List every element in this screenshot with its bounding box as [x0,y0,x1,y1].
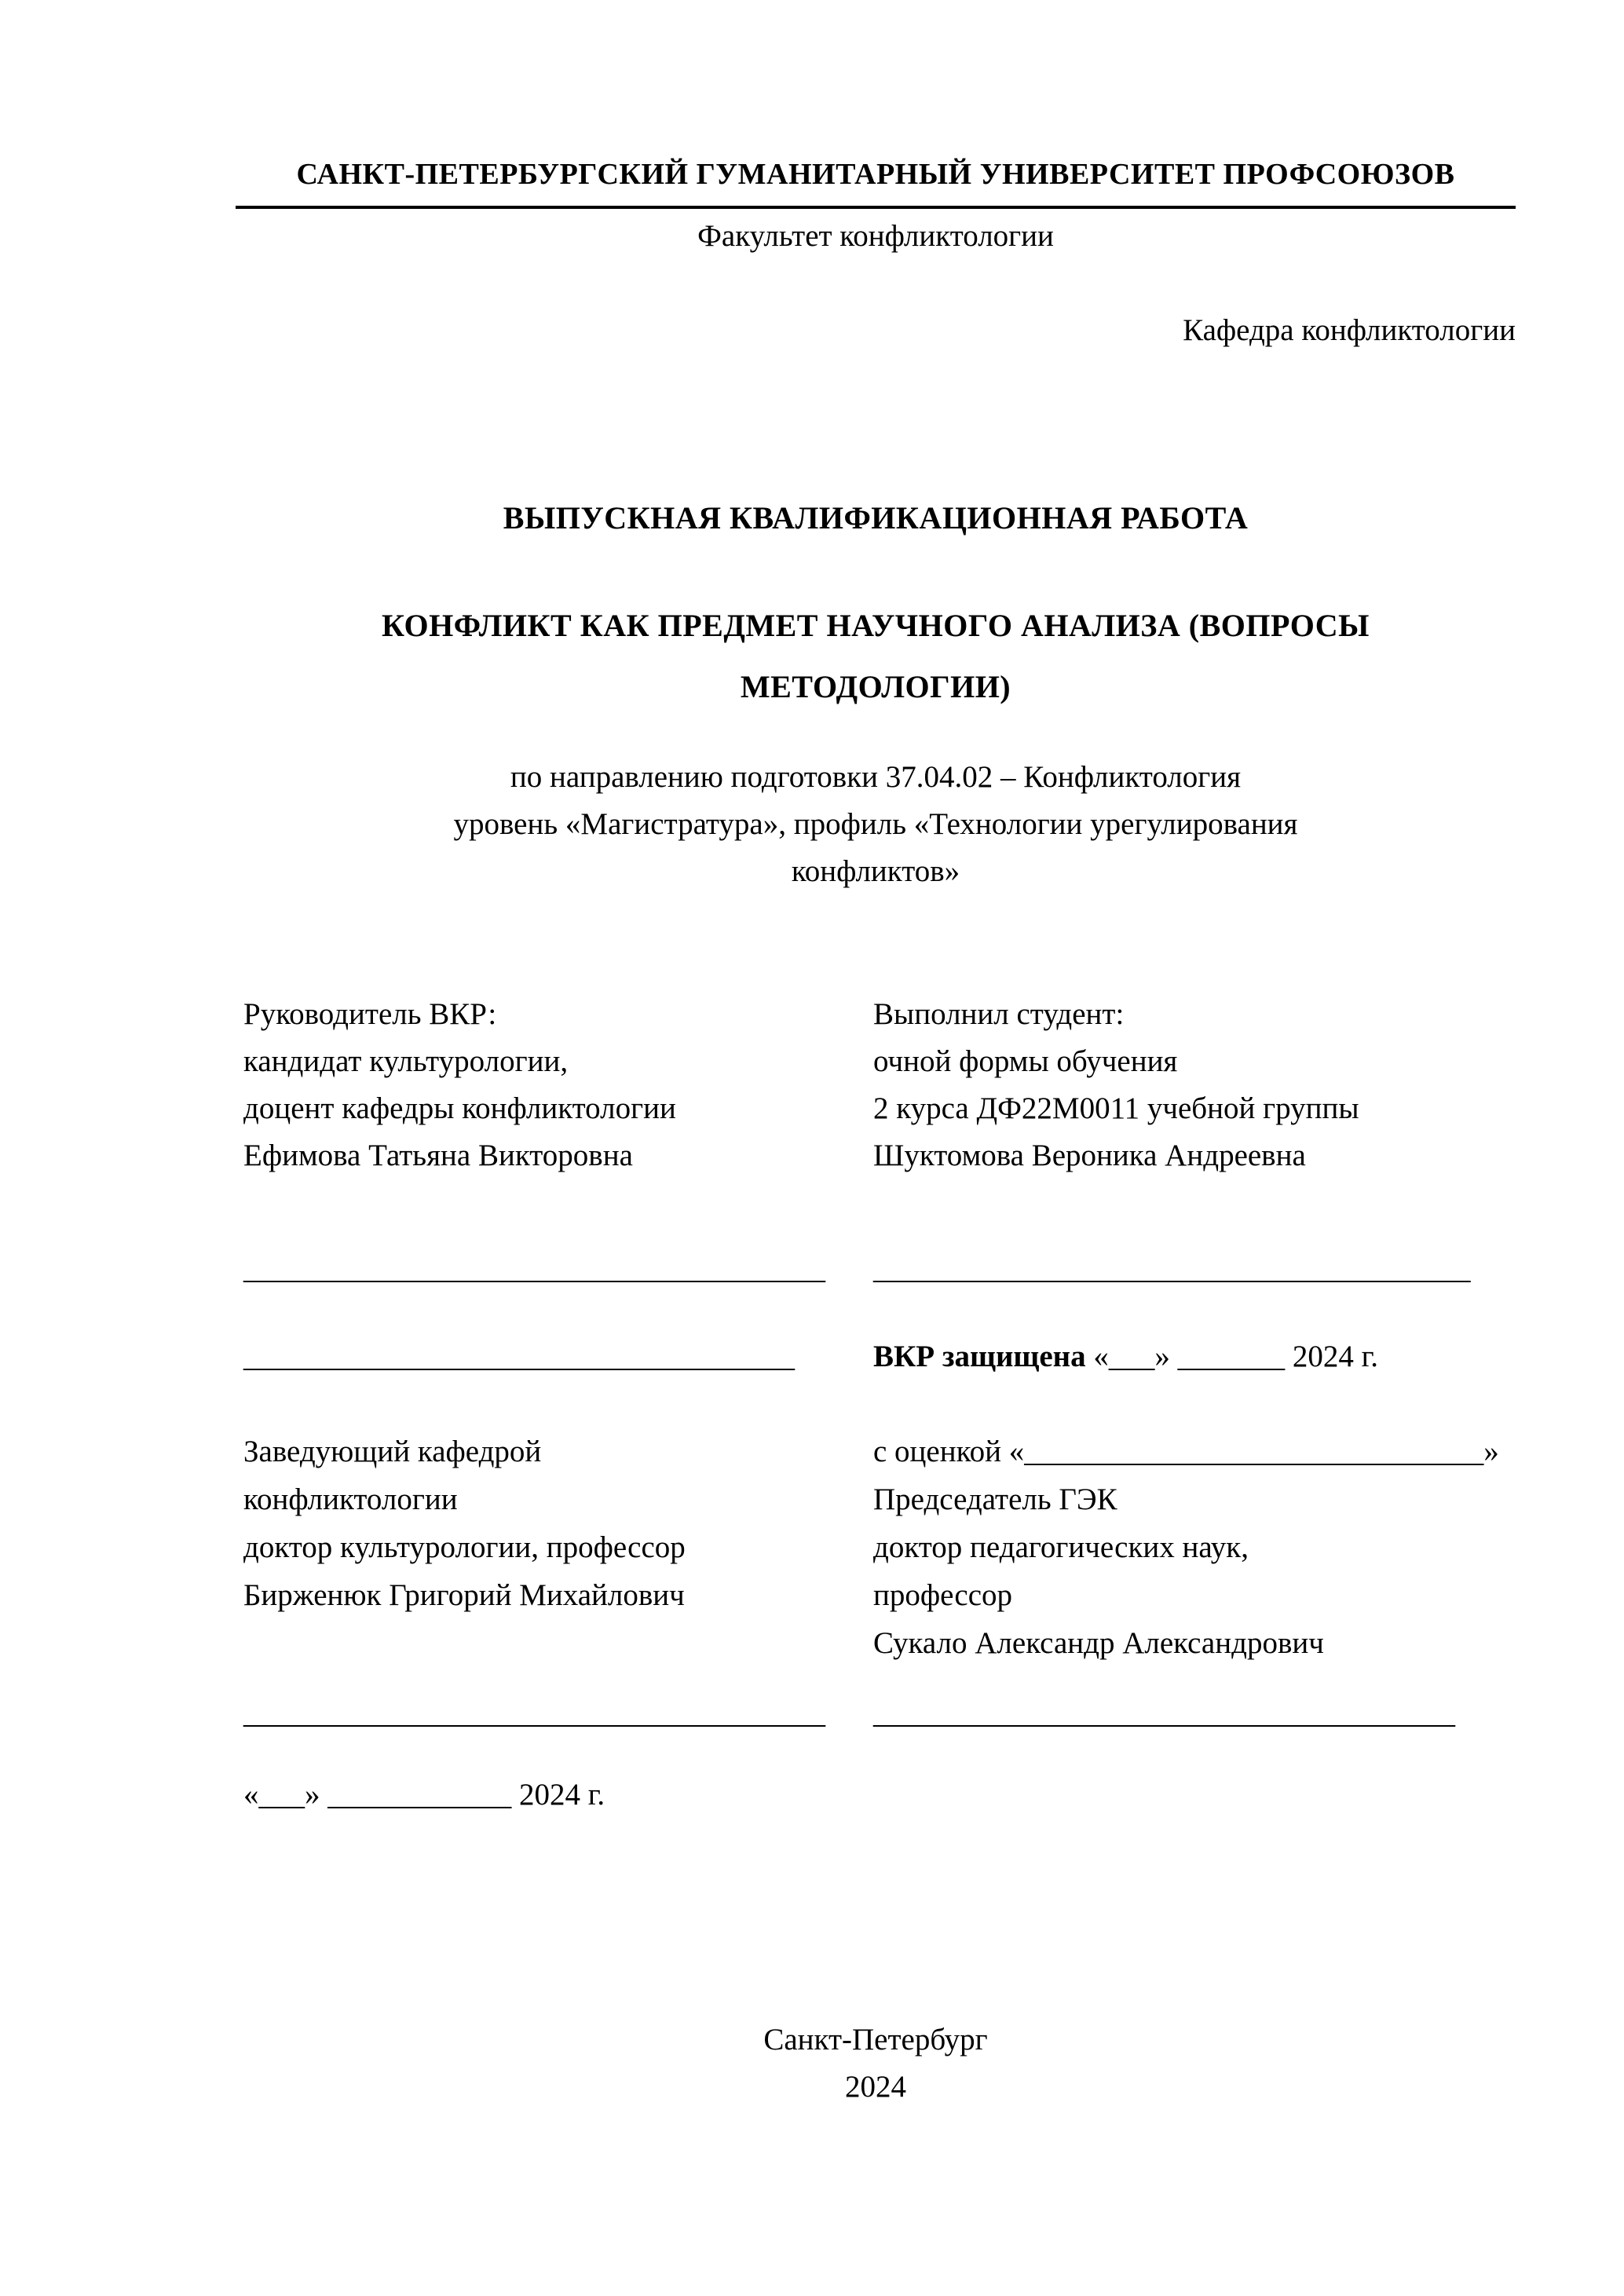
supervisor-signature-line: ______________________________________ [243,1252,825,1285]
department-head-position1: Заведующий кафедрой [243,1435,542,1468]
gek-chair-signature-line: ______________________________________ [873,1696,1455,1730]
footer-city: Санкт-Петербург [763,2023,988,2057]
gek-chair-position: Председатель ГЭК [873,1483,1117,1516]
program-info [236,754,1516,895]
thesis-title-line1: КОНФЛИКТ КАК ПРЕДМЕТ НАУЧНОГО АНАЛИЗА (ВОПРОСЫ [382,608,1370,643]
supervisor-label: Руководитель ВКР: [243,997,497,1031]
footer-block [236,2016,1516,2111]
supervisor-degree1: кандидат культурологии, [243,1044,569,1078]
defense-label-bold: ВКР защищена [873,1340,1086,1373]
student-info1: очной формы обучения [873,1044,1178,1078]
department-head-block [243,1428,856,1619]
thesis-title-line2: МЕТОДОЛОГИИ) [740,669,1011,704]
page-content [236,0,1516,2296]
gek-chair-block [873,1428,1521,1667]
thesis-title [236,595,1516,718]
program-level-line1: уровень «Магистратура», профиль «Технологии урегулирования [453,807,1298,841]
supervisor-degree2: доцент кафедры конфликтологии [243,1091,676,1125]
program-direction: по направлению подготовки 37.04.02 – Конфликтология [510,760,1242,794]
defense-label-rest: «___» _______ 2024 г. [1093,1340,1378,1373]
student-info2: 2 курса ДФ22М0011 учебной группы [873,1091,1359,1125]
faculty-name: Факультет конфликтологии [697,219,1054,253]
student-label: Выполнил студент: [873,997,1125,1031]
gek-chair-degree2: профессор [873,1578,1013,1612]
university-name: САНКТ-ПЕТЕРБУРГСКИЙ ГУМАНИТАРНЫЙ УНИВЕРСИТЕТ ПРОФСОЮЗОВ [296,158,1455,191]
supervisor-name: Ефимова Татьяна Викторовна [243,1139,633,1172]
gek-chair-degree1: доктор педагогических наук, [873,1530,1249,1564]
program-level-line2: конфликтов» [791,854,960,888]
work-type-heading: ВЫПУСКНАЯ КВАЛИФИКАЦИОННАЯ РАБОТА [503,500,1249,536]
department-head-date-line: «___» ____________ 2024 г. [243,1778,605,1812]
student-name: Шуктомова Вероника Андреевна [873,1139,1306,1172]
department-head-position2: конфликтологии [243,1483,458,1516]
defense-grade-line: с оценкой «______________________________» [873,1435,1499,1468]
department-head-signature-line: ______________________________________ [243,1696,825,1730]
footer-year: 2024 [845,2070,906,2104]
department-head-degree: доктор культурологии, профессор [243,1530,686,1564]
gek-chair-name: Сукало Александр Александрович [873,1626,1324,1660]
student-signature-line: _______________________________________ [873,1252,1471,1285]
supervisor-block [243,991,856,1179]
department-name: Кафедра конфликтологии [1183,313,1516,347]
department-head-name: Бирженюк Григорий Михайлович [243,1578,685,1612]
student-block [873,991,1521,1179]
defense-date-line [873,1333,1521,1380]
department-head-signature-line-top: ____________________________________ [243,1340,795,1373]
header-rule [236,206,1516,209]
